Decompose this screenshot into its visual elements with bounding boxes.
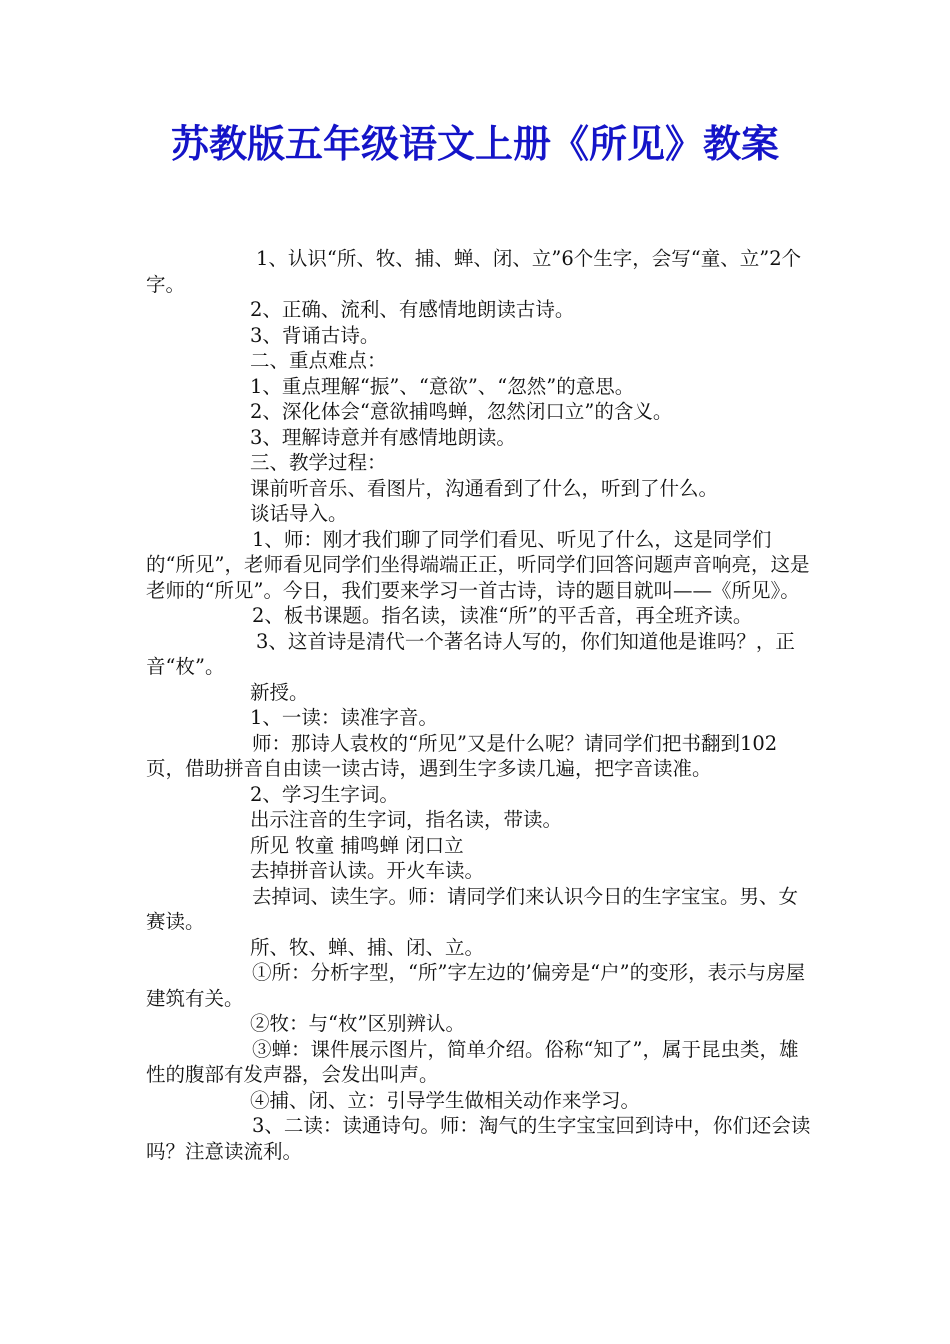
- paragraph: 2、深化体会“意欲捕鸣蝉，忽然闭口立”的含义。: [250, 400, 673, 423]
- paragraph: 3、这首诗是清代一个著名诗人写的，你们知道他是谁吗？，正音“枚”。: [146, 629, 795, 678]
- paragraph: 1、重点理解“振”、“意欲”、“忽然”的意思。: [250, 374, 635, 398]
- paragraph: 谈话导入。: [250, 502, 348, 525]
- paragraph: 3、二读：读通诗句。师：淘气的生字宝宝回到诗中，你们还会读吗？注意读流利。: [146, 1114, 811, 1163]
- paragraph: 新授。: [250, 680, 309, 704]
- paragraph: 去掉词、读生字。师：请同学们来认识今日的生字宝宝。男、女赛读。: [146, 884, 799, 933]
- paragraph: 所见 牧童 捕鸣蝉 闭口立: [250, 833, 464, 857]
- paragraph: ③蝉：课件展示图片，简单介绍。俗称“知了”，属于昆虫类，雄性的腹部有发声器，会发出叫声。: [146, 1037, 799, 1086]
- paragraph: 课前听音乐、看图片，沟通看到了什么，听到了什么。: [250, 476, 719, 500]
- paragraph: 1、认识“所、牧、捕、蝉、闭、立”6个生字，会写“童、立”2个字。: [146, 247, 802, 296]
- paragraph: 师：那诗人袁枚的“所见”又是什么呢？请同学们把书翻到102页，借助拼音自由读一读古诗，遇到生字多读几遍，把字音读准。: [146, 731, 778, 780]
- paragraph: ④捕、闭、立：引导学生做相关动作来学习。: [250, 1088, 641, 1112]
- paragraph: 3、背诵古诗。: [250, 323, 380, 347]
- paragraph: 3、理解诗意并有感情地朗读。: [250, 425, 516, 449]
- document-title: 苏教版五年级语文上册《所见》教案: [170, 121, 779, 166]
- paragraph: 二、重点难点：: [250, 349, 387, 372]
- paragraph: ①所：分析字型，“所”字左边的’偏旁是“户”的变形，表示与房屋建筑有关。: [146, 961, 806, 1010]
- paragraph: 2、板书课题。指名读，读准“所”的平舌音，再全班齐读。: [252, 604, 753, 627]
- paragraph: ②牧：与“枚”区别辨认。: [250, 1012, 465, 1035]
- paragraph: 三、教学过程：: [250, 451, 387, 474]
- paragraph: 2、正确、流利、有感情地朗读古诗。: [250, 298, 575, 321]
- document-body: [146, 246, 816, 1164]
- paragraph: 所、牧、蝉、捕、闭、立。: [250, 935, 485, 959]
- paragraph: 1、一读：读准字音。: [250, 706, 438, 729]
- paragraph: 1、师：刚才我们聊了同学们看见、听见了什么，这是同学们的“所见”，老师看见同学们坐得端端正正，听同学们回答问题声音响亮，这是老师的“所见”。今日，我们要来学习一首古诗，诗的题目就叫——《所见》。: [146, 527, 810, 602]
- paragraph: 2、学习生字词。: [250, 782, 399, 806]
- paragraph: 出示注音的生字词，指名读，带读。: [250, 808, 563, 831]
- paragraph: 去掉拼音认读。开火车读。: [250, 859, 485, 882]
